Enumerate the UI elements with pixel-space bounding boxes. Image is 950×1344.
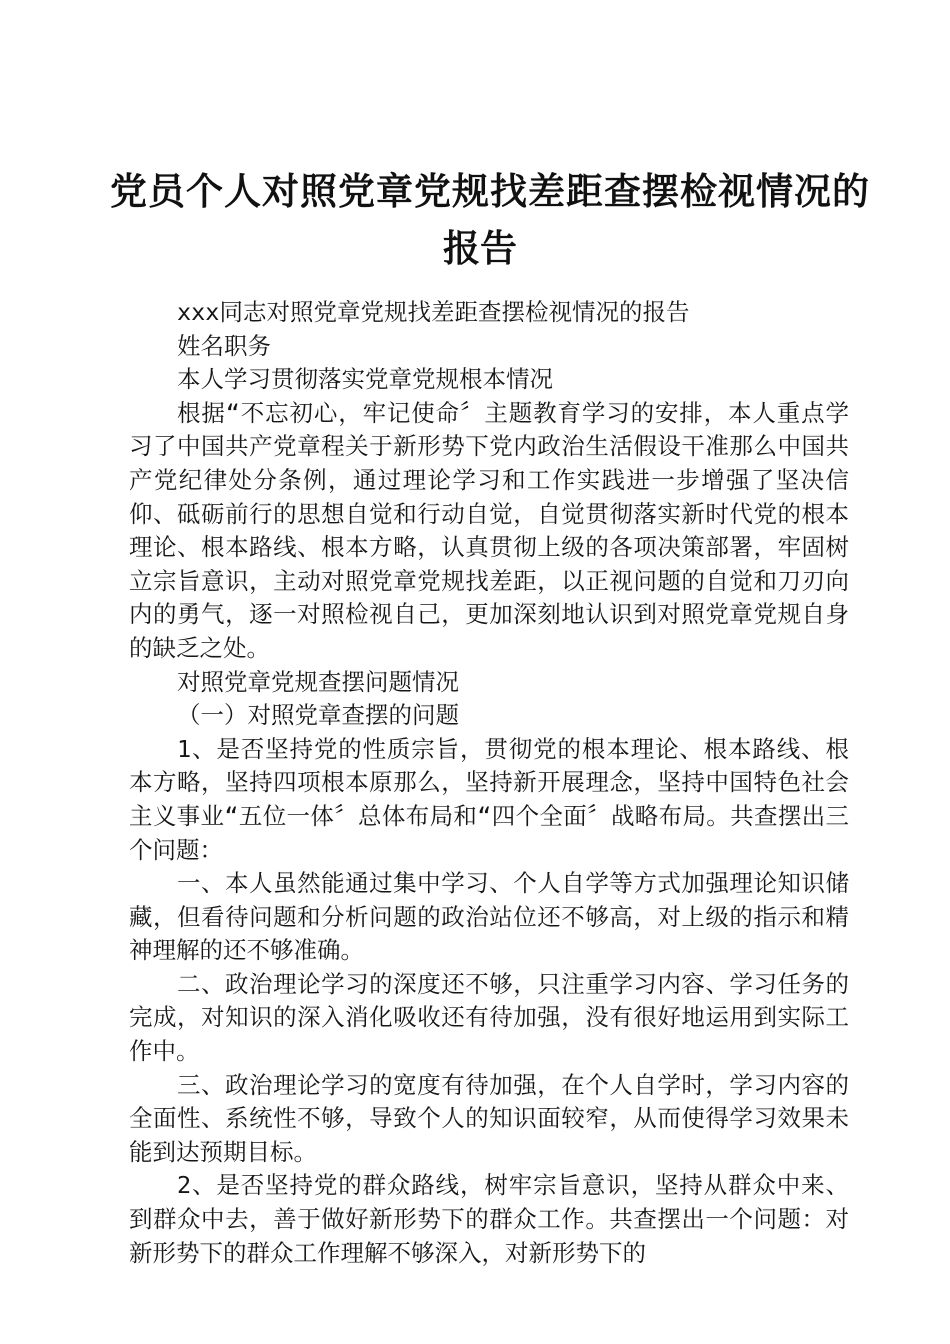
paragraph-problem-2: 二、政治理论学习的深度还不够，只注重学习内容、学习任务的完成，对知识的深入消化吸收还有待加强，没有很好地运用到实际工作中。 xyxy=(129,969,849,1066)
document-title-line-1: 党员个人对照党章党规找差距查摆检视情况的 xyxy=(110,169,870,213)
paragraph-item-2: 2、是否坚持党的群众路线，树牢宗旨意识，坚持从群众中来、到群众中去，善于做好新形势下的群众工作。共查摆出一个问题：对新形势下的群众工作理解不够深入，对新形势下的 xyxy=(129,1171,849,1267)
paragraph-study-summary: 根据“不忘初心，牢记使命〞主题教育学习的安排，本人重点学习了中国共产党章程关于新形势下党内政治生活假设干准那么中国共产党纪律处分条例，通过理论学习和工作实践进一步增强了坚决信仰、砥砺前行的思想自觉和行动自觉，自觉贯彻落实新时代党的根本理论、根本路线、根本方略，认真贯彻上级的各项决策部署，牢固树立宗旨意识，主动对照党章党规找差距，以正视问题的自觉和刀刃向内的勇气，逐一对照检视自己，更加深刻地认识到对照党章党规自身的缺乏之处。 xyxy=(129,398,849,662)
report-subtitle: xxx同志对照党章党规找差距查摆检视情况的报告 xyxy=(177,298,690,326)
document-title-line-2: 报告 xyxy=(443,226,517,270)
section-heading-basic-situation: 本人学习贯彻落实党章党规根本情况 xyxy=(177,365,553,394)
paragraph-problem-1: 一、本人虽然能通过集中学习、个人自学等方式加强理论知识储藏，但看待问题和分析问题的政治站位还不够高，对上级的指示和精神理解的还不够准确。 xyxy=(129,869,849,965)
section-heading-problems: 对照党章党规查摆问题情况 xyxy=(177,667,459,696)
document-body xyxy=(129,296,849,1270)
paragraph-item-1: 1、是否坚持党的性质宗旨，贯彻党的根本理论、根本路线、根本方略，坚持四项根本原那么，坚持新开展理念，坚持中国特色社会主义事业“五位一体〞总体布局和“四个全面〞战略布局。共查摆出三个问题： xyxy=(129,734,849,864)
paragraph-problem-3: 三、政治理论学习的宽度有待加强，在个人自学时，学习内容的全面性、系统性不够，导致个人的知识面较窄，从而使得学习效果未能到达预期目标。 xyxy=(129,1070,849,1166)
name-position-line: 姓名职务 xyxy=(177,331,271,360)
subsection-heading-party-constitution: （一）对照党章查摆的问题 xyxy=(177,701,459,730)
